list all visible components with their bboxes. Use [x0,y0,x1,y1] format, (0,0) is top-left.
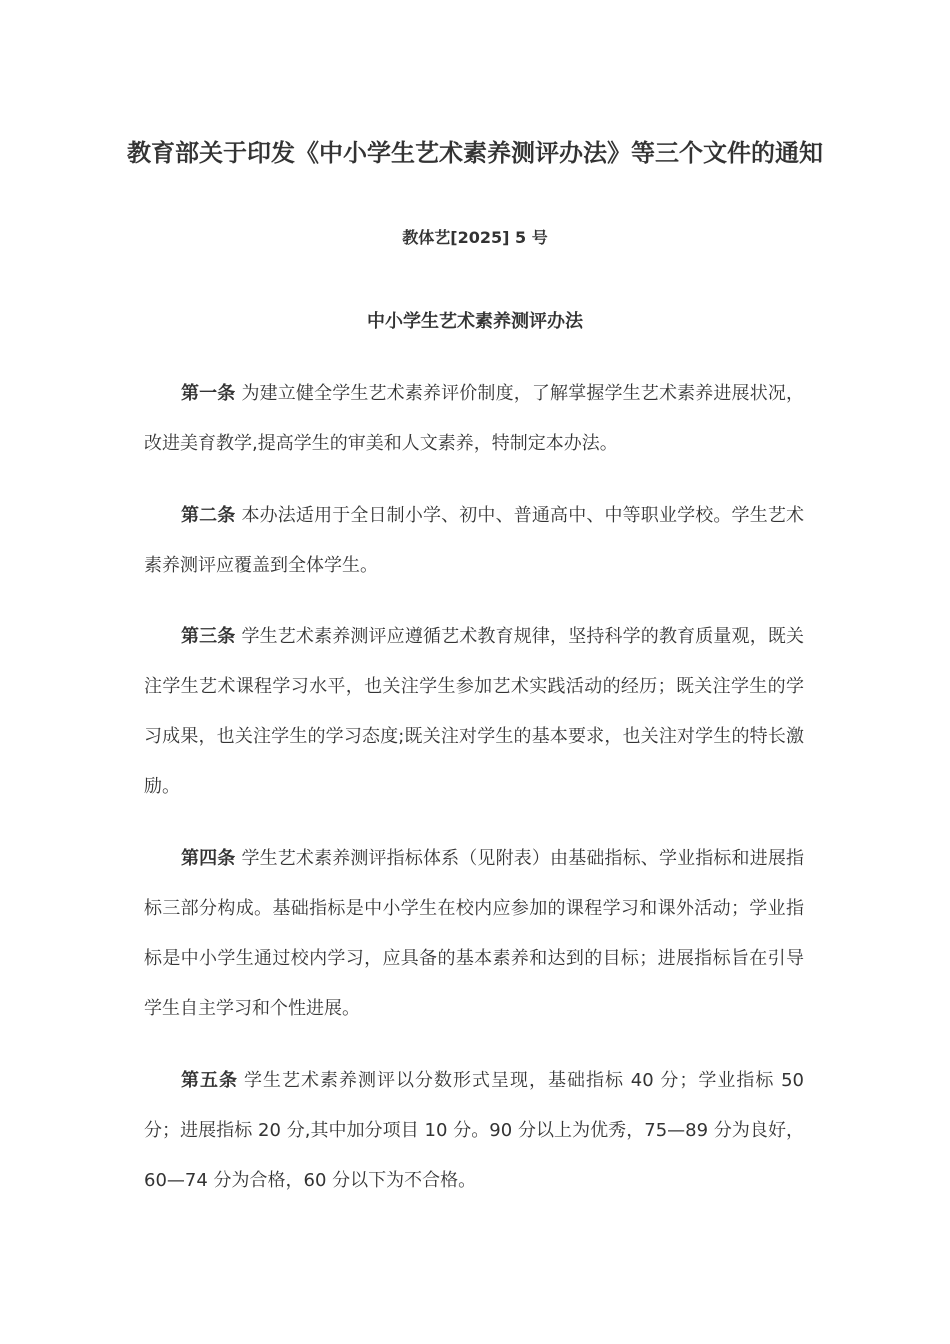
article-5 [144,1056,804,1206]
article-2-label: 第二条 [181,505,236,526]
article-3 [144,612,804,812]
section-title: 中小学生艺术素养测评办法 [367,311,583,332]
article-1 [144,369,804,469]
article-3-label: 第三条 [181,626,236,647]
document-number: 教体艺[2025] 5 号 [402,228,548,247]
article-4 [144,834,804,1034]
article-3-text: 学生艺术素养测评应遵循艺术教育规律，坚持科学的教育质量观，既关注学生艺术课程学习水平，也关注学生参加艺术实践活动的经历；既关注学生的学习成果，也关注学生的学习态度;既关注对学生的基本要求，也关注对学生的特长激励。 [144,626,805,797]
article-2 [144,491,804,591]
article-5-text: 学生艺术素养测评以分数形式呈现，基础指标 40 分；学业指标 50 分；进展指标 20 分,其中加分项目 10 分。90 分以上为优秀，75—89 分为良好，60—74 分为合格，60 分以下为不合格。 [144,1070,805,1191]
article-2-text: 本办法适用于全日制小学、初中、普通高中、中等职业学校。学生艺术素养测评应覆盖到全体学生。 [144,505,805,576]
article-1-text: 为建立健全学生艺术素养评价制度，了解掌握学生艺术素养进展状况，改进美育教学,提高学生的审美和人文素养，特制定本办法。 [144,383,805,454]
document-title: 教育部关于印发《中小学生艺术素养测评办法》等三个文件的通知 [127,139,823,167]
article-4-label: 第四条 [181,848,236,869]
article-4-text: 学生艺术素养测评指标体系（见附表）由基础指标、学业指标和进展指标三部分构成。基础指标是中小学生在校内应参加的课程学习和课外活动；学业指标是中小学生通过校内学习，应具备的基本素养和达到的目标；进展指标旨在引导学生自主学习和个性进展。 [144,848,805,1019]
article-5-label: 第五条 [181,1070,239,1091]
article-1-label: 第一条 [181,383,236,404]
